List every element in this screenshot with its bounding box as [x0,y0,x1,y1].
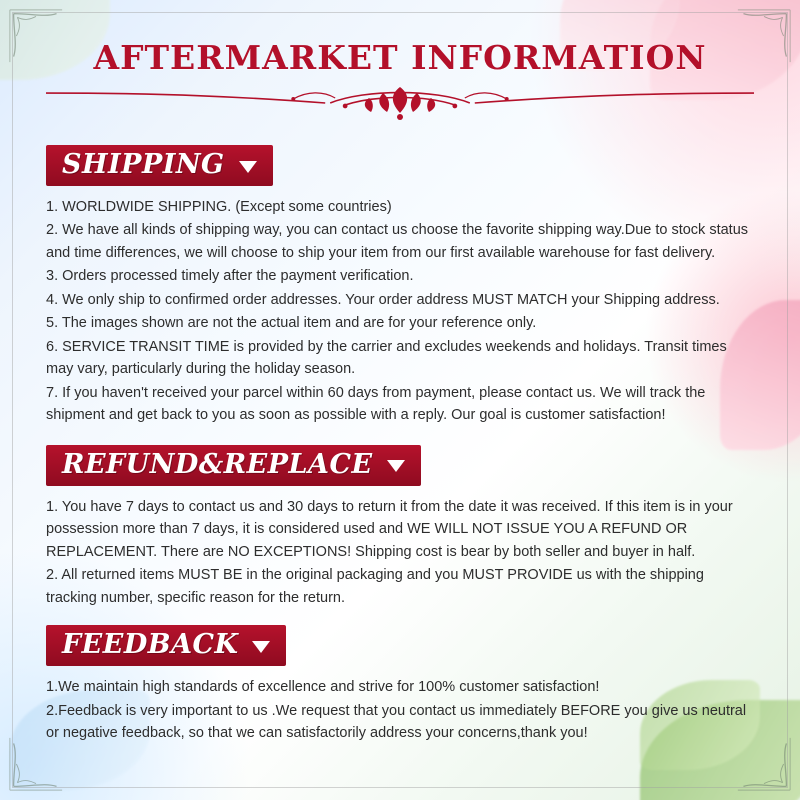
section-feedback [46,619,754,744]
list-item: 1. You have 7 days to contact us and 30 days to return it from the date it was received. If this item is in your possession more than 7 days, it is considered used and WE WILL NOT ISSUE YOU A REFUND OR REPLACEMENT. There are NO EXCEPTIONS! Shipping cost is bear by both seller and buyer in half. [46,498,733,560]
section-header-refund-replace[interactable] [46,445,421,486]
list-item: 3. Orders processed timely after the payment verification. [46,268,414,285]
section-shipping [46,139,754,427]
list-item: 1.We maintain high standards of excellence and strive for 100% customer satisfaction! [46,679,600,696]
chevron-down-icon[interactable] [387,460,405,472]
chevron-down-icon[interactable] [252,641,270,653]
list-item: 2.Feedback is very important to us .We request that you contact us immediately BEFORE you give us neutral or negative feedback, so that we can satisfactorily address your concerns,thank you! [46,702,747,741]
list-item: 7. If you haven't received your parcel within 60 days from payment, please contact us. We will track the shipment and get back to you as soon as possible with a reply. Our goal is customer satisfaction! [46,384,706,424]
chevron-down-icon[interactable] [239,161,257,173]
section-refund-replace [46,439,754,609]
section-body-refund-replace [46,496,754,609]
list-item: 2. We have all kinds of shipping way, you can contact us choose the favorite shipping way.Due to stock status and time differences, we will choose to ship your item from our first available warehouse for fast delivery. [46,222,749,261]
section-title-refund-replace: REFUND&REPLACE [62,448,373,480]
section-title-feedback: FEEDBACK [62,629,239,661]
ornamental-divider [46,79,754,125]
section-header-shipping[interactable] [46,145,273,186]
page-title: AFTERMARKET INFORMATION [93,38,707,77]
section-body-shipping [46,196,754,427]
list-item: 5. The images shown are not the actual item and are for your reference only. [46,315,537,332]
section-title-shipping: SHIPPING [62,149,225,180]
section-header-feedback[interactable] [46,625,286,666]
list-item: 6. SERVICE TRANSIT TIME is provided by the carrier and excludes weekends and holidays. Transit times may vary, particularly during the holiday season. [46,338,727,378]
section-body-feedback [46,676,754,744]
list-item: 2. All returned items MUST BE in the original packaging and you MUST PROVIDE us with the shipping tracking number, specific reason for the return. [46,567,704,606]
list-item: 4. We only ship to confirmed order addresses. Your order address MUST MATCH your Shipping address. [46,291,720,308]
list-item: 1. WORLDWIDE SHIPPING. (Except some countries) [46,199,392,215]
